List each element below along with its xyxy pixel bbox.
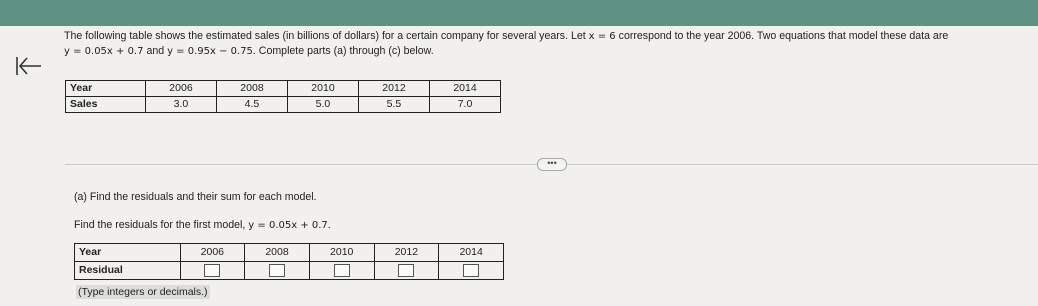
first-model-equation: y = 0.05x + 0.7 (248, 220, 328, 231)
year-header: Year (75, 244, 181, 262)
residual-header: Residual (75, 262, 181, 280)
part-a-title: (a) Find the residuals and their sum for each model. (74, 191, 317, 203)
year-cell: 2012 (374, 244, 439, 262)
sales-cell: 5.0 (287, 97, 358, 113)
residual-cell (245, 262, 310, 280)
model-2-equation: y = 0.95x − 0.75 (167, 46, 253, 57)
back-arrow-icon[interactable] (14, 54, 44, 78)
year-cell: 2008 (216, 81, 287, 97)
sales-header: Sales (66, 97, 146, 113)
residual-cell (309, 262, 374, 280)
model-1-equation: y = 0.05x + 0.7 (64, 46, 144, 57)
input-hint: (Type integers or decimals.) (78, 286, 208, 298)
part-a-instruction: Find the residuals for the first model, y = 0.05x + 0.7. (74, 219, 331, 231)
table-row (66, 81, 501, 97)
year-header: Year (66, 81, 146, 97)
top-band (0, 0, 1038, 26)
residual-input-2008[interactable] (269, 264, 285, 277)
table-row (75, 244, 504, 262)
residual-input-2006[interactable] (204, 264, 220, 277)
question-text: The following table shows the estimated sales (in billions of dollars) for a certain company for several years. Let x = 6 correspond to the year 2006. Two equations that model these data are y = 0.05x + 0.7 and y = 0.95x − 0.75. Complete parts (a) through (c) below. (64, 30, 949, 57)
residual-input-2012[interactable] (398, 264, 414, 277)
sales-table (65, 80, 501, 113)
residual-cell (374, 262, 439, 280)
year-cell: 2008 (245, 244, 310, 262)
residual-cell (439, 262, 504, 280)
sales-cell: 7.0 (429, 97, 500, 113)
table-row (66, 97, 501, 113)
year-cell: 2006 (145, 81, 216, 97)
year-cell: 2010 (287, 81, 358, 97)
residual-table (74, 243, 504, 280)
sales-cell: 5.5 (358, 97, 429, 113)
residual-input-2014[interactable] (463, 264, 479, 277)
table-row (75, 262, 504, 280)
sales-cell: 4.5 (216, 97, 287, 113)
year-cell: 2010 (309, 244, 374, 262)
year-cell: 2014 (429, 81, 500, 97)
year-cell: 2012 (358, 81, 429, 97)
sales-cell: 3.0 (145, 97, 216, 113)
expand-more-button[interactable]: ••• (537, 158, 567, 171)
residual-cell (180, 262, 245, 280)
year-cell: 2014 (439, 244, 504, 262)
residual-input-2010[interactable] (334, 264, 350, 277)
year-cell: 2006 (180, 244, 245, 262)
x-equals-6: x = 6 (588, 31, 616, 42)
